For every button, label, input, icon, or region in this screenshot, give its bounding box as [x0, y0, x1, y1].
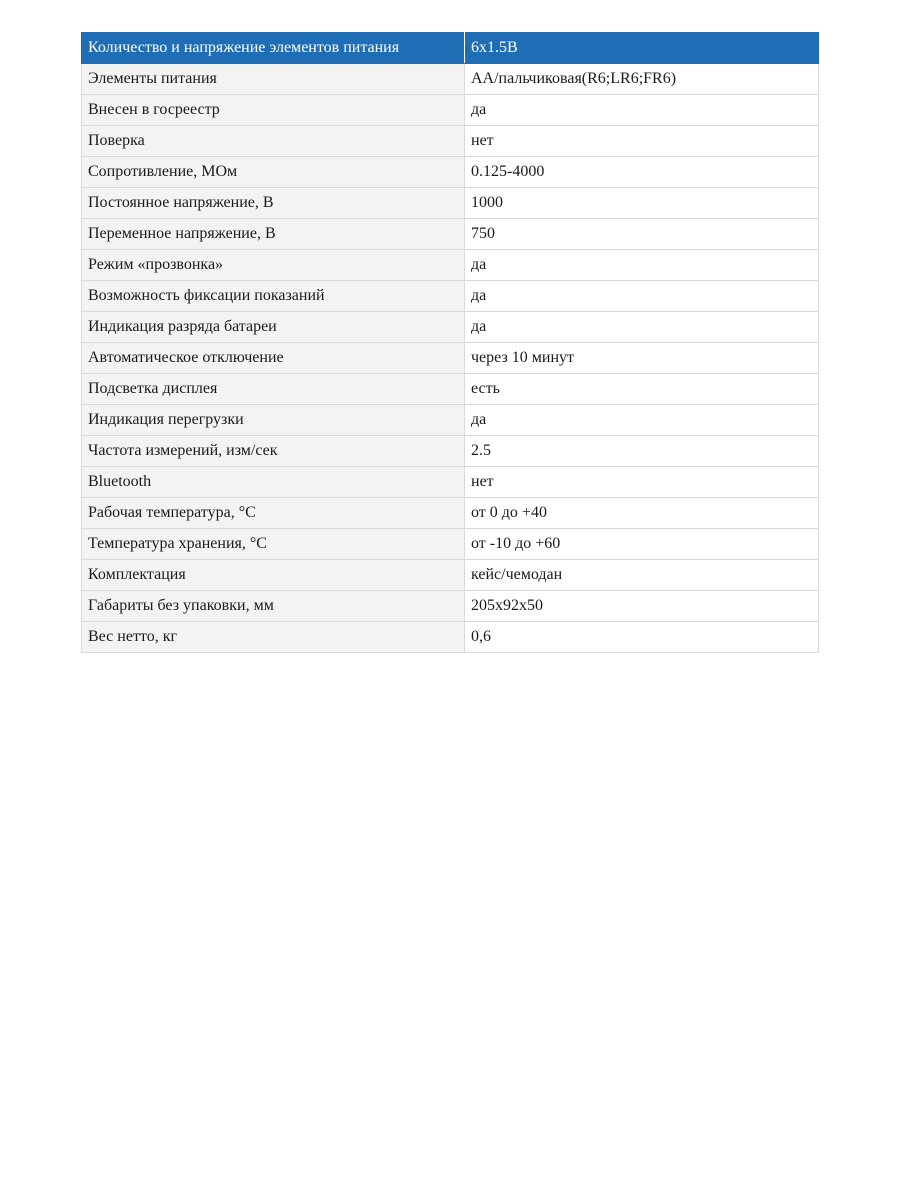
row-label: Режим «прозвонка» — [82, 250, 465, 281]
row-value: 0.125-4000 — [465, 157, 819, 188]
table-row — [82, 529, 819, 560]
row-value: 0,6 — [465, 622, 819, 653]
table-row — [82, 219, 819, 250]
table-row — [82, 591, 819, 622]
row-value: да — [465, 405, 819, 436]
row-value: да — [465, 281, 819, 312]
row-label: Автоматическое отключение — [82, 343, 465, 374]
table-row — [82, 64, 819, 95]
row-label: Bluetooth — [82, 467, 465, 498]
row-label: Поверка — [82, 126, 465, 157]
table-row — [82, 95, 819, 126]
row-value: 750 — [465, 219, 819, 250]
table-row — [82, 126, 819, 157]
row-label: Индикация разряда батареи — [82, 312, 465, 343]
row-label: Комплектация — [82, 560, 465, 591]
row-value: 2.5 — [465, 436, 819, 467]
row-label: Подсветка дисплея — [82, 374, 465, 405]
row-value: есть — [465, 374, 819, 405]
row-value: от 0 до +40 — [465, 498, 819, 529]
row-label: Внесен в госреестр — [82, 95, 465, 126]
row-label: Частота измерений, изм/сек — [82, 436, 465, 467]
table-row — [82, 343, 819, 374]
row-label: Элементы питания — [82, 64, 465, 95]
table-header-row — [82, 33, 819, 64]
header-label: Количество и напряжение элементов питания — [82, 33, 465, 64]
row-label: Сопротивление, МОм — [82, 157, 465, 188]
table-row — [82, 250, 819, 281]
row-value: да — [465, 95, 819, 126]
row-value: через 10 минут — [465, 343, 819, 374]
row-value: да — [465, 312, 819, 343]
row-label: Рабочая температура, °С — [82, 498, 465, 529]
table-row — [82, 312, 819, 343]
table-row — [82, 374, 819, 405]
row-value: нет — [465, 467, 819, 498]
spec-table — [81, 32, 819, 653]
row-value: от -10 до +60 — [465, 529, 819, 560]
table-row — [82, 281, 819, 312]
row-label: Постоянное напряжение, В — [82, 188, 465, 219]
table-row — [82, 188, 819, 219]
row-label: Вес нетто, кг — [82, 622, 465, 653]
row-label: Возможность фиксации показаний — [82, 281, 465, 312]
row-label: Индикация перегрузки — [82, 405, 465, 436]
row-value: 205x92x50 — [465, 591, 819, 622]
row-label: Температура хранения, °С — [82, 529, 465, 560]
row-value: нет — [465, 126, 819, 157]
table-row — [82, 560, 819, 591]
table-row — [82, 157, 819, 188]
table-row — [82, 498, 819, 529]
row-value: 1000 — [465, 188, 819, 219]
header-value: 6x1.5B — [465, 33, 819, 64]
table-row — [82, 436, 819, 467]
table-row — [82, 467, 819, 498]
row-value: AA/пальчиковая(R6;LR6;FR6) — [465, 64, 819, 95]
row-value: кейс/чемодан — [465, 560, 819, 591]
row-label: Габариты без упаковки, мм — [82, 591, 465, 622]
table-row — [82, 622, 819, 653]
row-label: Переменное напряжение, В — [82, 219, 465, 250]
row-value: да — [465, 250, 819, 281]
table-row — [82, 405, 819, 436]
